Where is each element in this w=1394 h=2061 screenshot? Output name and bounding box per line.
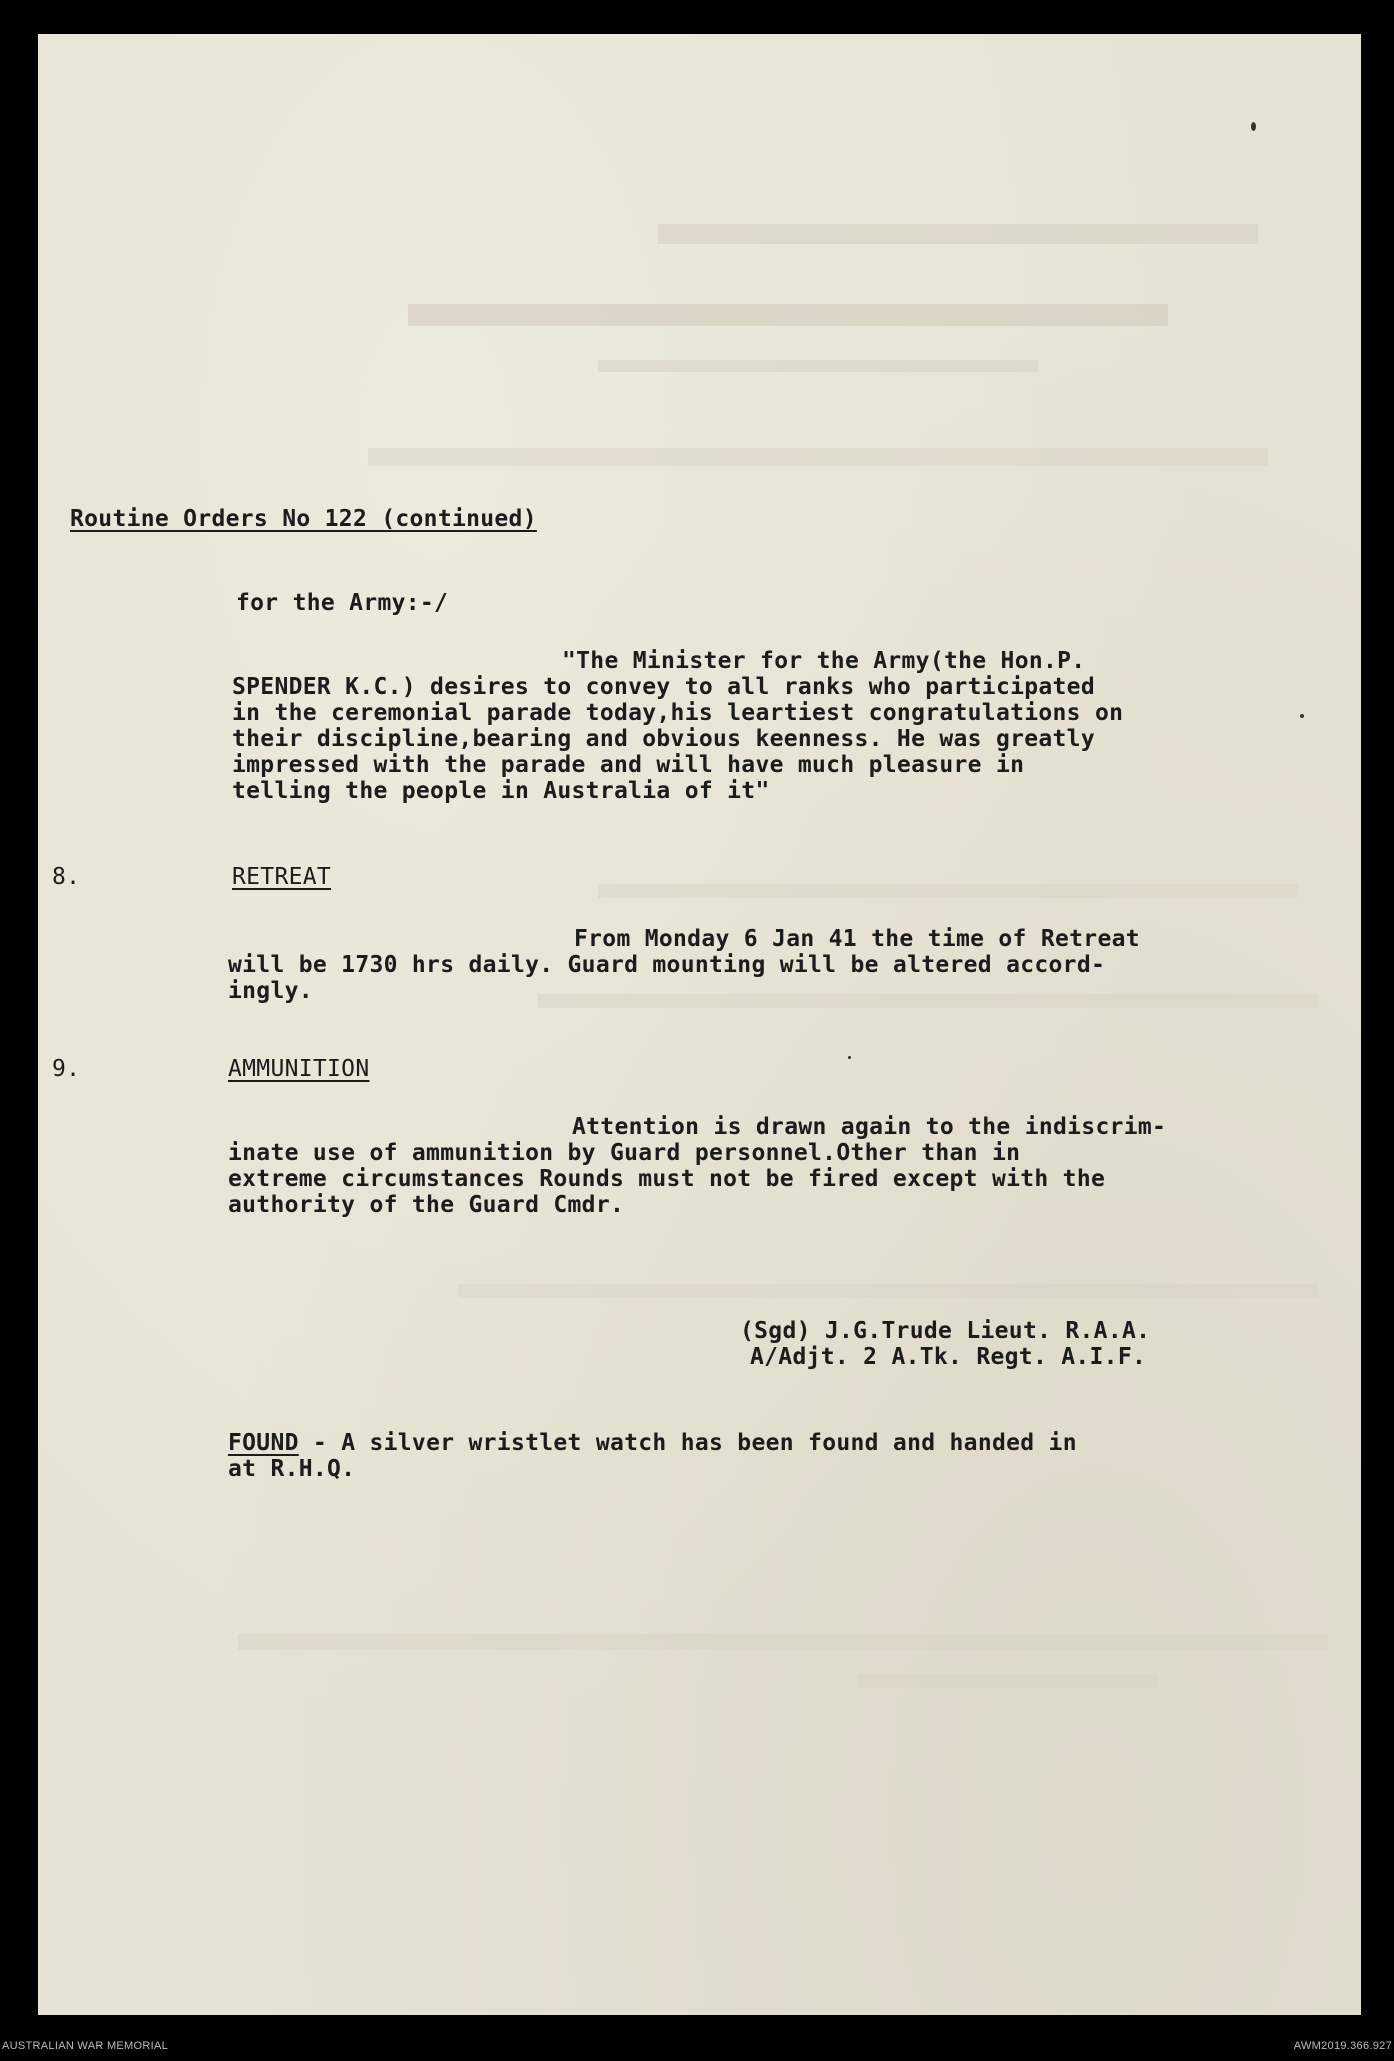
found-line: at R.H.Q. [228, 1456, 356, 1482]
section-title: AMMUNITION [228, 1056, 370, 1082]
bleed-through-mark [598, 360, 1038, 372]
bleed-through-mark [598, 884, 1298, 898]
section-line: authority of the Guard Cmdr. [228, 1192, 625, 1218]
signature-line: A/Adjt. 2 A.Tk. Regt. A.I.F. [750, 1344, 1147, 1370]
bleed-through-mark [408, 304, 1168, 326]
footer-credit: AUSTRALIAN WAR MEMORIAL [2, 2040, 169, 2052]
section-title: RETREAT [232, 864, 332, 890]
quote-line: impressed with the parade and will have much pleasure in [232, 752, 1025, 778]
section-number: 8. [52, 864, 81, 890]
quote-line: their discipline,bearing and obvious keenness. He was greatly [232, 726, 1095, 752]
section-line: From Monday 6 Jan 41 the time of Retreat [574, 926, 1140, 952]
bleed-through-mark [658, 224, 1258, 244]
quote-line: SPENDER K.C.) desires to convey to all ranks who participated [232, 674, 1095, 700]
found-line [228, 1430, 1077, 1456]
quote-line: telling the people in Australia of it" [232, 778, 770, 804]
footer-accession: AWM2019.366.927 [1293, 2040, 1392, 2052]
ink-speck [1251, 122, 1256, 131]
intro-text: for the Army:-/ [236, 590, 449, 616]
page-heading: Routine Orders No 122 (continued) [70, 506, 537, 532]
section-number: 9. [52, 1056, 81, 1082]
quote-line: "The Minister for the Army(the Hon.P. [562, 648, 1086, 674]
bleed-through-mark [368, 448, 1268, 466]
bleed-through-mark [538, 994, 1318, 1008]
quote-line: in the ceremonial parade today,his leartiest congratulations on [232, 700, 1124, 726]
document-page [38, 34, 1361, 2015]
found-text: - A silver wristlet watch has been found and handed in [298, 1430, 1077, 1456]
bleed-through-mark [858, 1674, 1158, 1688]
signature-line: (Sgd) J.G.Trude Lieut. R.A.A. [740, 1318, 1151, 1344]
ink-speck [1300, 714, 1304, 718]
section-line: ingly. [228, 978, 313, 1004]
section-line: will be 1730 hrs daily. Guard mounting will be altered accord- [228, 952, 1106, 978]
found-label: FOUND [228, 1430, 299, 1456]
section-line: extreme circumstances Rounds must not be fired except with the [228, 1166, 1106, 1192]
bleed-through-mark [458, 1284, 1318, 1298]
bleed-through-mark [238, 1634, 1328, 1650]
section-line: inate use of ammunition by Guard personnel.Other than in [228, 1140, 1021, 1166]
ink-speck [848, 1056, 851, 1059]
section-line: Attention is drawn again to the indiscrim- [572, 1114, 1167, 1140]
